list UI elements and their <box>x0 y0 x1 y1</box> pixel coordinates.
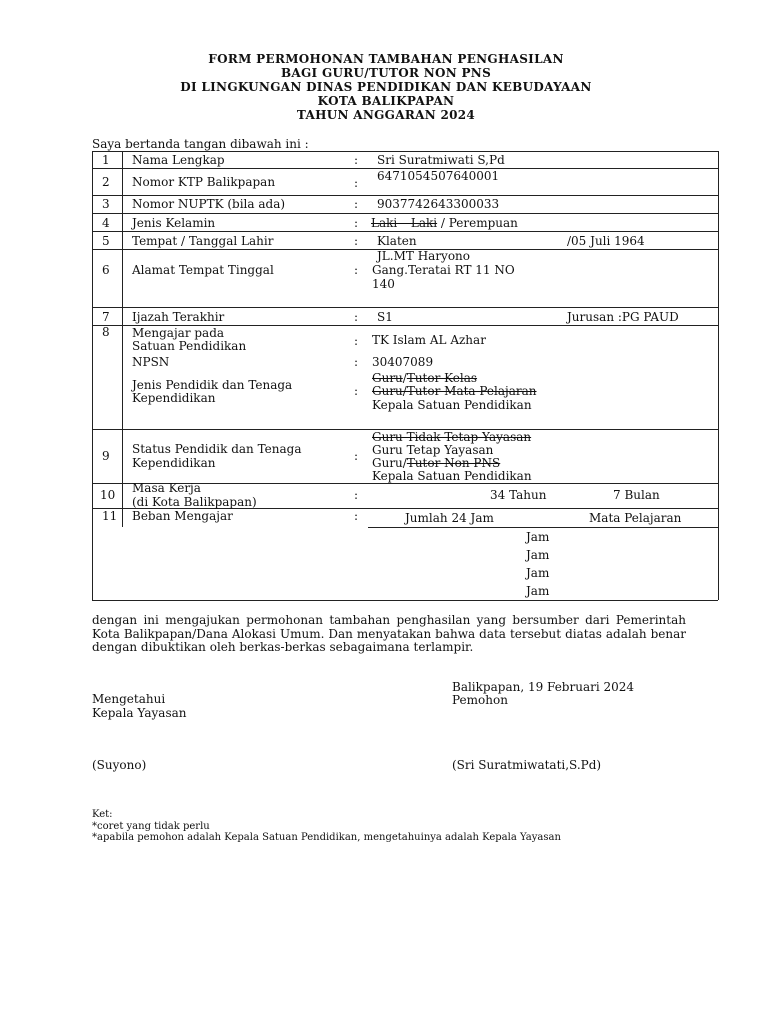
value-npsn: 30407089 <box>372 355 434 369</box>
option-guru-tidak-tetap: Guru Tidak Tetap Yayasan <box>372 430 532 444</box>
label-jenis-kelamin: Jenis Kelamin <box>132 216 216 230</box>
table-col-divider <box>122 151 123 527</box>
label-beban-mengajar: Beban Mengajar <box>132 509 233 523</box>
table-line <box>92 151 718 152</box>
struck-option: Tutor Non PNS <box>406 456 501 470</box>
value-alamat-line3: 140 <box>372 277 395 291</box>
label-tempat-tanggal-lahir: Tempat / Tanggal Lahir <box>132 234 274 248</box>
label-npsn: NPSN <box>132 355 170 369</box>
kepala-yayasan-label: Kepala Yayasan <box>92 706 187 720</box>
label-status-pendidik: Status Pendidik dan Tenaga <box>132 442 302 456</box>
header-mata-pelajaran: Mata Pelajaran <box>589 511 682 525</box>
colon: : <box>354 509 359 523</box>
value-tempat-lahir: Klaten <box>377 234 417 248</box>
jam-entry: Jam <box>526 548 550 562</box>
mengetahui-label: Mengetahui <box>92 692 166 706</box>
struck-option: Guru <box>372 371 403 385</box>
label-kependidikan: Kependidikan <box>132 391 216 405</box>
label-mengajar-pada: Mengajar pada <box>132 326 225 340</box>
table-line <box>92 213 718 214</box>
value-jumlah-jam: Jumlah 24 Jam <box>405 511 494 525</box>
option-kepala-satuan: Kepala Satuan Pendidikan <box>372 469 532 483</box>
colon: : <box>354 234 359 248</box>
colon: : <box>354 488 359 502</box>
option-guru-tutor-mapel: Guru/Tutor Mata Pelajaran <box>372 384 537 398</box>
colon: : <box>354 263 359 277</box>
table-line <box>368 527 718 528</box>
row-number: 10 <box>100 488 116 502</box>
row-number: 1 <box>102 153 110 167</box>
jam-entry: Jam <box>526 530 550 544</box>
value-ijazah: S1 <box>377 310 393 324</box>
colon: : <box>354 355 359 369</box>
row-number: 6 <box>102 263 110 277</box>
label-nuptk: Nomor NUPTK (bila ada) <box>132 197 286 211</box>
table-line <box>92 600 718 601</box>
note-2: *apabila pemohon adalah Kepala Satuan Pendidikan, mengetahuinya adalah Kepala Yayasan <box>92 832 561 843</box>
option-guru-tutor-non-pns <box>372 456 500 470</box>
pemohon-label: Pemohon <box>452 693 508 707</box>
label-satuan-pendidikan: Satuan Pendidikan <box>132 339 247 353</box>
statement-paragraph: dengan ini mengajukan permohonan tambahan penghasilan yang bersumber dari Pemerintah Kota Balikpapan/Dana Alokasi Umum. Dan menyatakan bahwa data tersebut diatas adalah benar dengan dibuktikan oleh berkas-berkas sebagaimana terlampir. <box>92 613 686 654</box>
option-guru-tetap-yayasan: Guru Tetap Yayasan <box>372 443 494 457</box>
form-subtitle-3: KOTA BALIKPAPAN <box>317 94 455 108</box>
selected-option: Guru/ <box>372 456 407 470</box>
jam-entry: Jam <box>526 566 550 580</box>
form-subtitle-2: DI LINGKUNGAN DINAS PENDIDIKAN DAN KEBUDAYAAN <box>180 80 592 94</box>
colon: : <box>354 197 359 211</box>
label-jenis-pendidik: Jenis Pendidik dan Tenaga <box>132 378 293 392</box>
row-number: 11 <box>102 509 118 523</box>
colon: : <box>354 216 359 230</box>
form-subtitle-4: TAHUN ANGGARAN 2024 <box>296 108 476 122</box>
table-line <box>92 231 718 232</box>
note-1: *coret yang tidak perlu <box>92 821 210 832</box>
label-alamat: Alamat Tempat Tinggal <box>132 263 274 277</box>
form-subtitle-1: BAGI GURU/TUTOR NON PNS <box>280 66 492 80</box>
value-satuan-pendidikan: TK Islam AL Azhar <box>372 333 486 347</box>
selected-option: / Perempuan <box>437 216 518 230</box>
table-border-left <box>92 151 93 600</box>
label-masa-kerja: Masa Kerja <box>132 481 201 495</box>
struck-option: Tutor Kelas <box>406 371 478 385</box>
option-kepala-satuan: Kepala Satuan Pendidikan <box>372 398 532 412</box>
notes-heading: Ket: <box>92 809 113 820</box>
value-masa-kerja-bulan: 7 Bulan <box>613 488 660 502</box>
value-nuptk: 9037742643300033 <box>377 197 500 211</box>
label-status-kependidikan: Kependidikan <box>132 456 216 470</box>
value-alamat-line1: JL.MT Haryono <box>377 249 471 263</box>
label-nama-lengkap: Nama Lengkap <box>132 153 225 167</box>
option-guru-tutor-kelas <box>372 371 477 385</box>
place-date: Balikpapan, 19 Februari 2024 <box>452 680 635 694</box>
row-number: 2 <box>102 175 110 189</box>
table-border-right <box>718 151 719 600</box>
colon: : <box>354 310 359 324</box>
colon: : <box>354 384 359 398</box>
label-ijazah: Ijazah Terakhir <box>132 310 225 324</box>
colon: : <box>354 449 359 463</box>
row-number: 9 <box>102 449 110 463</box>
form-title: FORM PERMOHONAN TAMBAHAN PENGHASILAN <box>208 52 564 66</box>
separator: / <box>402 371 407 385</box>
signer-right-name: (Sri Suratmiwatati,S.Pd) <box>452 758 602 772</box>
value-nama-lengkap: Sri Suratmiwati S,Pd <box>377 153 505 167</box>
intro-text: Saya bertanda tangan dibawah ini : <box>92 137 309 151</box>
value-jenis-kelamin <box>371 216 518 230</box>
row-number: 5 <box>102 234 110 248</box>
value-alamat-line2: Gang.Teratai RT 11 NO <box>372 263 515 277</box>
label-ktp: Nomor KTP Balikpapan <box>132 175 276 189</box>
table-line <box>92 307 718 308</box>
table-line <box>92 195 718 196</box>
row-number: 8 <box>102 325 110 339</box>
colon: : <box>354 176 359 190</box>
colon: : <box>354 153 359 167</box>
signer-left-name: (Suyono) <box>92 758 147 772</box>
value-ktp: 6471054507640001 <box>377 169 500 183</box>
row-number: 4 <box>102 216 110 230</box>
value-jurusan: Jurusan :PG PAUD <box>567 310 679 324</box>
row-number: 3 <box>102 197 110 211</box>
value-tanggal-lahir: /05 Juli 1964 <box>567 234 645 248</box>
colon: : <box>354 334 359 348</box>
value-masa-kerja-tahun: 34 Tahun <box>490 488 547 502</box>
label-di-kota: (di Kota Balikpapan) <box>132 495 257 509</box>
jam-entry: Jam <box>526 584 550 598</box>
struck-option: Laki – Laki <box>371 216 438 230</box>
row-number: 7 <box>102 310 110 324</box>
